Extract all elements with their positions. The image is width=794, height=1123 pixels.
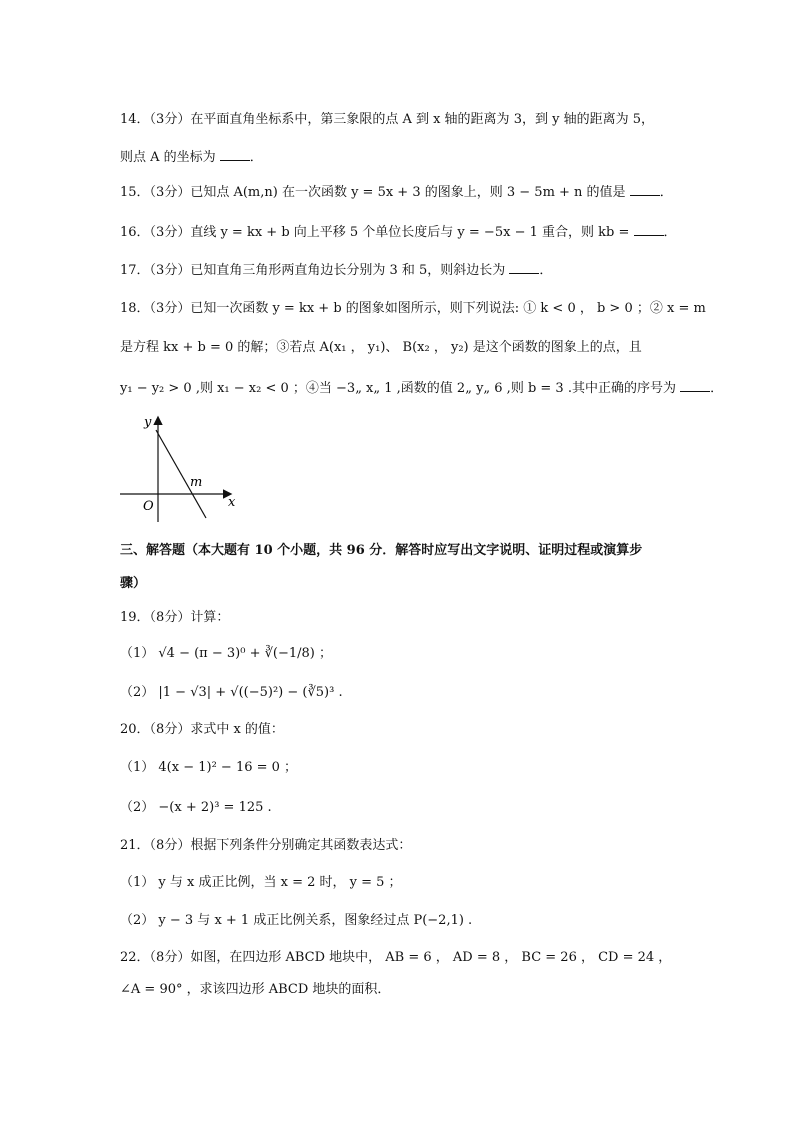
question-18-line1: 18．（3分）已知一次函数 y = kx + b 的图象如图所示，则下列说法: ① k < 0 ， b > 0 ；② x = m [120, 301, 706, 316]
m-label: m [190, 475, 203, 490]
section-3-header-line1: 三、解答题（本大题有 10 个小题，共 96 分．解答时应写出文字说明、证明过程或演算步 [120, 543, 643, 558]
question-19-part2: （2） |1 − √3| + √((−5)²) − (∛5)³ . [120, 685, 343, 700]
question-21-part1: （1） y 与 x 成正比例，当 x = 2 时， y = 5 ； [120, 875, 402, 890]
question-22-line1: 22．（8分）如图，在四边形 ABCD 地块中， AB = 6 ， AD = 8 ， BC = 26 ， CD = 24 ， [120, 950, 672, 965]
question-20-title: 20．（8分）求式中 x 的值： [120, 722, 284, 737]
question-15 [120, 181, 673, 200]
question-14-text: 则点 A 的坐标为 [120, 150, 216, 165]
question-14-line2 [120, 146, 263, 165]
section-3-header-line2: 骤） [120, 576, 147, 591]
period: ． [249, 150, 263, 165]
question-18-text: y₁ − y₂ > 0 ,则 x₁ − x₂ < 0 ；④当 −3„ x„ 1 ,函数的值 2„ y„ 6 ,则 b = 3 .其中正确的序号为 [120, 381, 676, 396]
function-line [156, 430, 206, 518]
period: ． [539, 263, 553, 278]
answer-blank-15 [630, 183, 660, 196]
question-21-part2: （2） y − 3 与 x + 1 成正比例关系，图象经过点 P(−2,1) . [120, 913, 473, 928]
period: ． [710, 381, 724, 396]
question-22-line2: ∠A = 90° ，求该四边形 ABCD 地块的面积． [120, 982, 391, 997]
origin-label: O [143, 499, 154, 514]
answer-blank-16 [634, 223, 664, 236]
y-axis-label: y [144, 415, 152, 430]
answer-blank-14 [220, 148, 250, 161]
question-17 [120, 259, 552, 278]
question-18-line3 [120, 377, 723, 396]
question-17-text: 17．（3分）已知直角三角形两直角边长分别为 3 和 5，则斜边长为 [120, 263, 506, 278]
question-16-text: 16．（3分）直线 y = kx + b 向上平移 5 个单位长度后与 y = −5x − 1 重合，则 kb = [120, 225, 630, 240]
question-18-line2: 是方程 kx + b = 0 的解；③若点 A(x₁ ， y₁)、 B(x₂ ， y₂) 是这个函数的图象上的点，且 [120, 340, 642, 355]
question-20-part1: （1） 4(x − 1)² − 16 = 0 ； [120, 760, 298, 775]
question-15-text: 15．（3分）已知点 A(m,n) 在一次函数 y = 5x + 3 的图象上，则 3 − 5m + n 的值是 [120, 185, 626, 200]
answer-blank-17 [509, 261, 539, 274]
question-19-part1: （1） √4 − (π − 3)⁰ + ∛(−1/8) ； [120, 646, 332, 661]
x-axis-label: x [228, 495, 236, 510]
period: ． [659, 185, 673, 200]
question-14-line1: 14．（3分）在平面直角坐标系中，第三象限的点 A 到 x 轴的距离为 3，到 y 轴的距离为 5， [120, 112, 654, 127]
linear-function-graph [118, 412, 248, 524]
question-20-part2: （2） −(x + 2)³ = 125 . [120, 800, 272, 815]
question-19-title: 19．（8分）计算： [120, 610, 230, 625]
question-21-title: 21．（8分）根据下列条件分别确定其函数表达式： [120, 838, 412, 853]
question-16 [120, 221, 677, 240]
period: ． [663, 225, 677, 240]
answer-blank-18 [680, 379, 710, 392]
